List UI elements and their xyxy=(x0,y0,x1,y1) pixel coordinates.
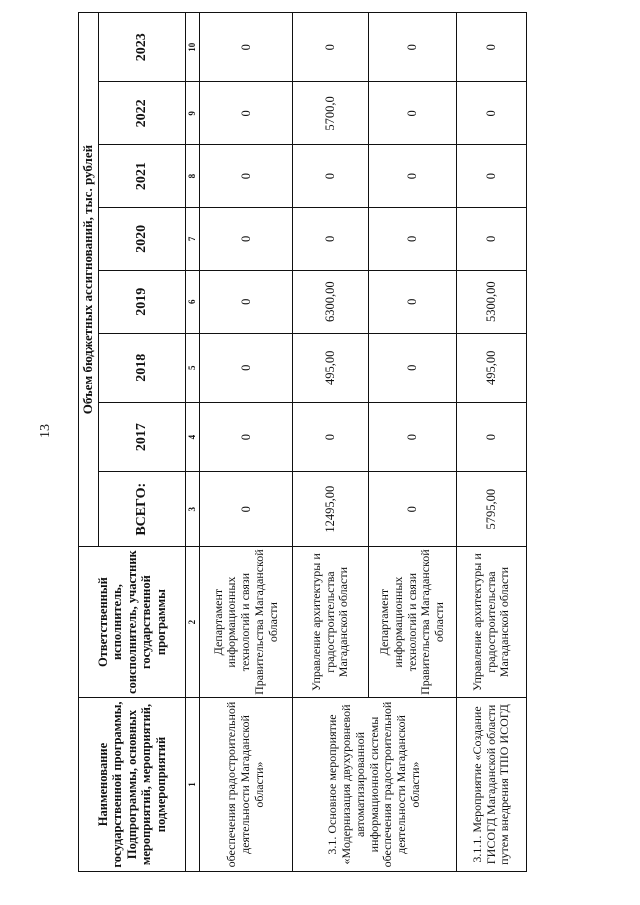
column-number: 5 xyxy=(186,333,200,402)
value-cell: 0 xyxy=(200,145,293,208)
value-cell: 0 xyxy=(293,208,369,271)
value-cell: 0 xyxy=(293,402,369,471)
value-cell: 6300,00 xyxy=(293,270,369,333)
value-cell: 0 xyxy=(200,13,293,83)
header-year: 2023 xyxy=(99,13,186,83)
row-executor: Департамент информационных технологий и связи Правительства Магаданской области xyxy=(200,547,293,698)
column-number: 7 xyxy=(186,208,200,271)
budget-table xyxy=(78,12,527,872)
table-row xyxy=(293,13,369,872)
header-total: ВСЕГО: xyxy=(99,472,186,547)
column-number: 6 xyxy=(186,270,200,333)
value-cell: 0 xyxy=(369,472,457,547)
value-cell: 5300,00 xyxy=(457,270,527,333)
value-cell: 0 xyxy=(457,82,527,145)
column-number: 2 xyxy=(186,547,200,698)
column-number: 8 xyxy=(186,145,200,208)
value-cell: 0 xyxy=(200,333,293,402)
value-cell: 0 xyxy=(369,13,457,83)
value-cell: 0 xyxy=(457,208,527,271)
column-number: 4 xyxy=(186,402,200,471)
value-cell: 0 xyxy=(200,270,293,333)
column-number: 9 xyxy=(186,82,200,145)
value-cell: 0 xyxy=(369,402,457,471)
table-row xyxy=(200,13,293,872)
column-number: 1 xyxy=(186,698,200,872)
value-cell: 0 xyxy=(369,145,457,208)
row-executor: Департамент информационных технологий и связи Правительства Магаданской области xyxy=(369,547,457,698)
value-cell: 0 xyxy=(369,270,457,333)
table-row xyxy=(457,13,527,872)
value-cell: 0 xyxy=(293,145,369,208)
value-cell: 0 xyxy=(457,402,527,471)
value-cell: 5795,00 xyxy=(457,472,527,547)
header-year: 2019 xyxy=(99,270,186,333)
value-cell: 495,00 xyxy=(457,333,527,402)
value-cell: 0 xyxy=(457,13,527,83)
row-name: обеспечения градостроительной деятельности Магаданской области» xyxy=(200,698,293,872)
column-number: 3 xyxy=(186,472,200,547)
value-cell: 0 xyxy=(200,402,293,471)
value-cell: 0 xyxy=(293,13,369,83)
page-number: 13 xyxy=(38,424,53,438)
header-executor-column: Ответственный исполнитель, соисполнитель, участник государственной программы xyxy=(79,547,186,698)
header-budget-column: Объем бюджетных ассигнований, тыс. рублей xyxy=(79,13,99,547)
value-cell: 0 xyxy=(200,208,293,271)
value-cell: 0 xyxy=(200,82,293,145)
value-cell: 495,00 xyxy=(293,333,369,402)
value-cell: 0 xyxy=(369,82,457,145)
column-number: 10 xyxy=(186,13,200,83)
header-year: 2021 xyxy=(99,145,186,208)
header-year: 2017 xyxy=(99,402,186,471)
header-year: 2022 xyxy=(99,82,186,145)
value-cell: 0 xyxy=(369,333,457,402)
header-year: 2018 xyxy=(99,333,186,402)
header-year: 2020 xyxy=(99,208,186,271)
column-number-row xyxy=(186,13,200,872)
value-cell: 0 xyxy=(457,145,527,208)
value-cell: 12495,00 xyxy=(293,472,369,547)
value-cell: 5700,0 xyxy=(293,82,369,145)
value-cell: 0 xyxy=(369,208,457,271)
rotated-table-container xyxy=(78,12,528,872)
row-executor: Управление архитектуры и градостроительства Магаданской области xyxy=(457,547,527,698)
row-name: 3.1.1. Мероприятие «Создание ГИСОГД Магаданской области путем внедрения ТПIO ИСОГД xyxy=(457,698,527,872)
header-name-column: Наименование государственной программы, Подпрограммы, основных мероприятий, мероприятий, подмероприятий xyxy=(79,698,186,872)
row-name: 3.1. Основное мероприятие «Модернизация двухуровневой автоматизированной информационной системы обеспечения градостроительной деятельности Магаданской области» xyxy=(293,698,457,872)
row-executor: Управление архитектуры и градостроительства Магаданской области xyxy=(293,547,369,698)
value-cell: 0 xyxy=(200,472,293,547)
